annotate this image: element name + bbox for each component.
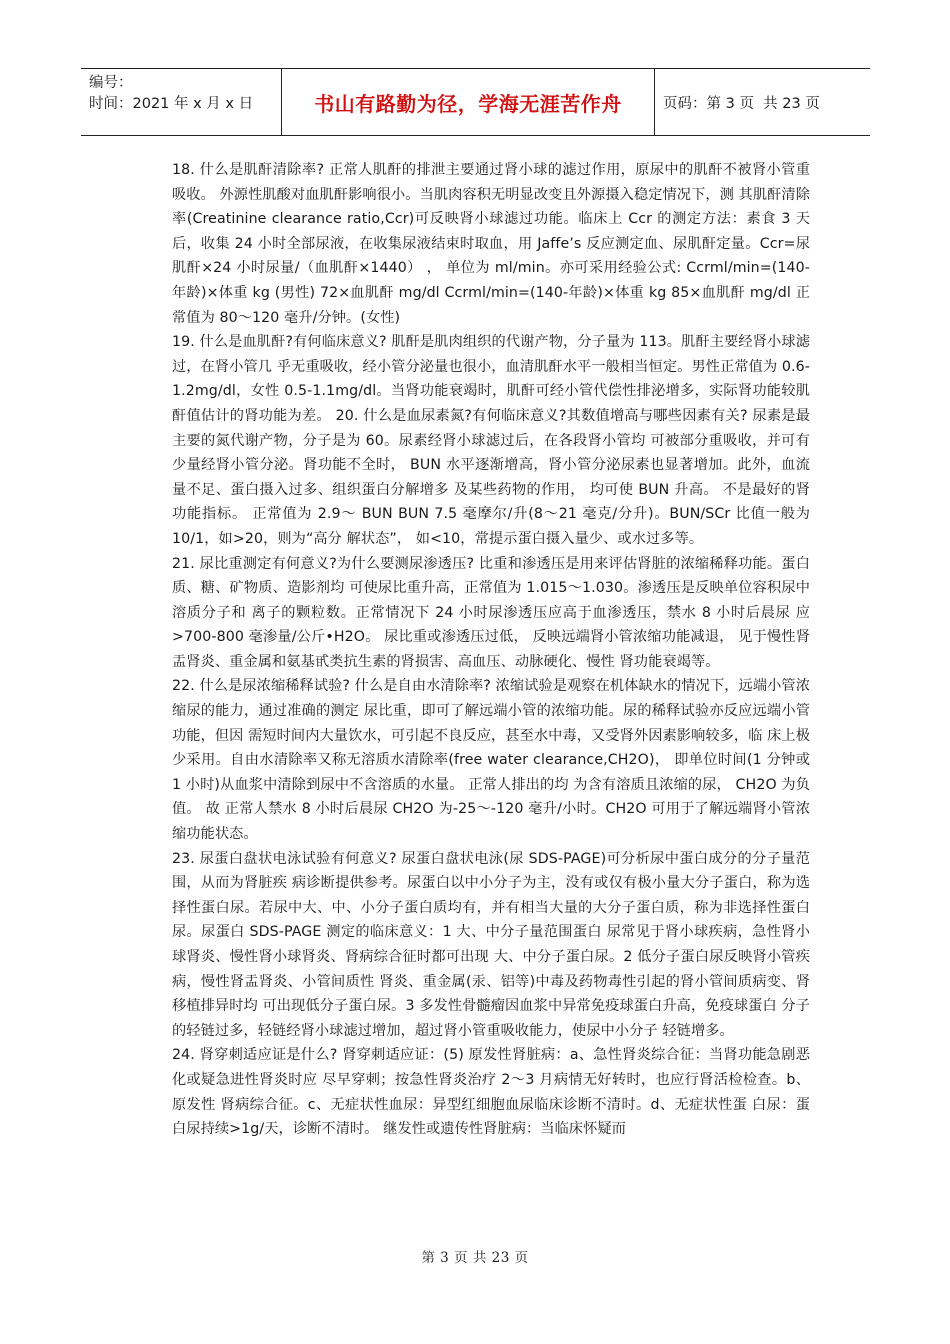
date-label: 时间：2021 年 x 月 x 日 — [89, 96, 254, 112]
header-page-info: 页码：第 3 页 共 23 页 — [663, 95, 820, 112]
document-body — [172, 158, 810, 1142]
paragraph-21: 21. 尿比重测定有何意义?为什么要测尿渗透压? 比重和渗透压是用来评估肾脏的浓缩稀释功能。蛋白质、糖、矿物质、造影剂均 可使尿比重升高，正常值为 1.015～1.030。渗透压是反映单位容积尿中溶质分子和 离子的颗粒数。正常情况下 24 小时尿渗透压应高于血渗透压，禁水 8 小时后晨尿 应>700-800 毫渗量/公斤•H2O。 尿比重或渗透压过低， 反映远端肾小管浓缩功能减退， 见于慢性肾盂肾炎、重金属和氨基甙类抗生素的肾损害、高血压、动脉硬化、慢性 肾功能衰竭等。 — [172, 555, 810, 670]
paragraph-24: 24. 肾穿刺适应证是什么? 肾穿刺适应证：(5) 原发性肾脏病：a、急性肾炎综合征：当肾功能急剧恶化或疑急进性肾炎时应 尽早穿刺；按急性肾炎治疗 2～3 月病情无好转时，也应行肾活检检查。b、原发性 肾病综合征。c、无症状性血尿：异型红细胞血尿临床诊断不清时。d、无症状性蛋 白尿：蛋白尿持续>1g/天，诊断不清时。 继发性或遗传性肾脏病：当临床怀疑而 — [172, 1047, 810, 1138]
paragraph-23: 23. 尿蛋白盘状电泳试验有何意义? 尿蛋白盘状电泳(尿 SDS-PAGE)可分析尿中蛋白成分的分子量范围，从而为肾脏疾 病诊断提供参考。尿蛋白以中小分子为主，没有或仅有极小量大分子蛋白，称为选择性蛋白尿。若尿中大、中、小分子蛋白质均有，并有相当大量的大分子蛋白质，称为非选择性蛋白尿。尿蛋白 SDS-PAGE 测定的临床意义：1 大、中分子量范围蛋白 尿常见于肾小球疾病，急性肾小球肾炎、慢性肾小球肾炎、肾病综合征时都可出现 大、中分子蛋白尿。2 低分子蛋白尿反映肾小管疾病，慢性肾盂肾炎、小管间质性 肾炎、重金属(汞、铝等)中毒及药物毒性引起的肾小管间质病变、肾移植排异时均 可出现低分子蛋白尿。3 多发性骨髓瘤因血浆中异常免疫球蛋白升高，免疫球蛋白 分子的轻链过多，轻链经肾小球滤过增加，超过肾小管重吸收能力，使尿中小分子 轻链增多。 — [172, 850, 810, 1039]
header-motto-cell — [282, 69, 655, 135]
header-table — [81, 68, 870, 136]
header-motto: 书山有路勤为径，学海无涯苦作舟 — [314, 91, 622, 116]
page-footer: 第 3 页 共 23 页 — [421, 1250, 529, 1266]
paragraph-19-20: 19. 什么是血肌酐?有何临床意义? 肌酐是肌肉组织的代谢产物，分子量为 113。肌酐主要经肾小球滤过，在肾小管几 乎无重吸收，经小管分泌量也很小，血清肌酐水平一般相当恒定。男性正常值为 0.6-1.2mg/dl，女性 0.5-1.1mg/dl。当肾功能衰竭时，肌酐可经小管代偿性排泌增多，实际肾功能较肌酐值估计的肾功能为差。 20. 什么是血尿素氮?有何临床意义?其数值增高与哪些因素有关? 尿素是最主要的氮代谢产物，分子是为 60。尿素经肾小球滤过后，在各段肾小管均 可被部分重吸收，并可有少量经肾小管分泌。肾功能不全时， BUN 水平逐渐增高，肾小管分泌尿素也显著增加。此外，血流量不足、蛋白摄入过多、组织蛋白分解增多 及某些药物的作用， 均可使 BUN 升高。 不是最好的肾功能指标。 正常值为 2.9～ BUN BUN 7.5 毫摩尔/升(8～21 毫克/分升)。BUN/SCr 比值一般为 10/1，如>20，则为“高分 解状态”， 如<10，常提示蛋白摄入量少、或水过多等。 — [172, 334, 810, 547]
header-meta — [81, 69, 282, 135]
doc-number-label: 编号： — [89, 75, 133, 91]
paragraph-22: 22. 什么是尿浓缩稀释试验? 什么是自由水清除率? 浓缩试验是观察在机体缺水的情况下，远端小管浓缩尿的能力，通过准确的测定 尿比重，即可了解远端小管的浓缩功能。尿的稀释试验亦反应远端小管功能，但因 需短时间内大量饮水，可引起不良反应，甚至水中毒，又受肾外因素影响较多，临 床上极少采用。自由水清除率又称无溶质水清除率(free water clearance,CH2O)， 即单位时间(1 分钟或 1 小时)从血浆中清除到尿中不含溶质的水量。 正常人排出的均 为含有溶质且浓缩的尿， CH2O 为负值。 故 正常人禁水 8 小时后晨尿 CH2O 为-25～-120 毫升/小时。CH2O 可用于了解远端肾小管浓缩功能状态。 — [172, 678, 810, 843]
paragraph-18: 18. 什么是肌酐清除率? 正常人肌酐的排泄主要通过肾小球的滤过作用，原尿中的肌酐不被肾小管重吸收。 外源性肌酸对血肌酐影响很小。当肌肉容积无明显改变且外源摄入稳定情况下，测 其肌酐清除率(Creatinine clearance ratio,Ccr)可反映肾小球滤过功能。临床上 Ccr 的测定方法：素食 3 天后，收集 24 小时全部尿液，在收集尿液结束时取血，用 Jaffe’s 反应测定血、尿肌酐定量。Ccr=尿肌酐×24 小时尿量/（血肌酐×1440） ， 单位为 ml/min。亦可采用经验公式: Ccrml/min=(140-年龄)×体重 kg (男性) 72×血肌酐 mg/dl Ccrml/min=(140-年龄)×体重 kg 85×血肌酐 mg/dl 正常值为 80～120 毫升/分钟。(女性) — [172, 162, 810, 326]
